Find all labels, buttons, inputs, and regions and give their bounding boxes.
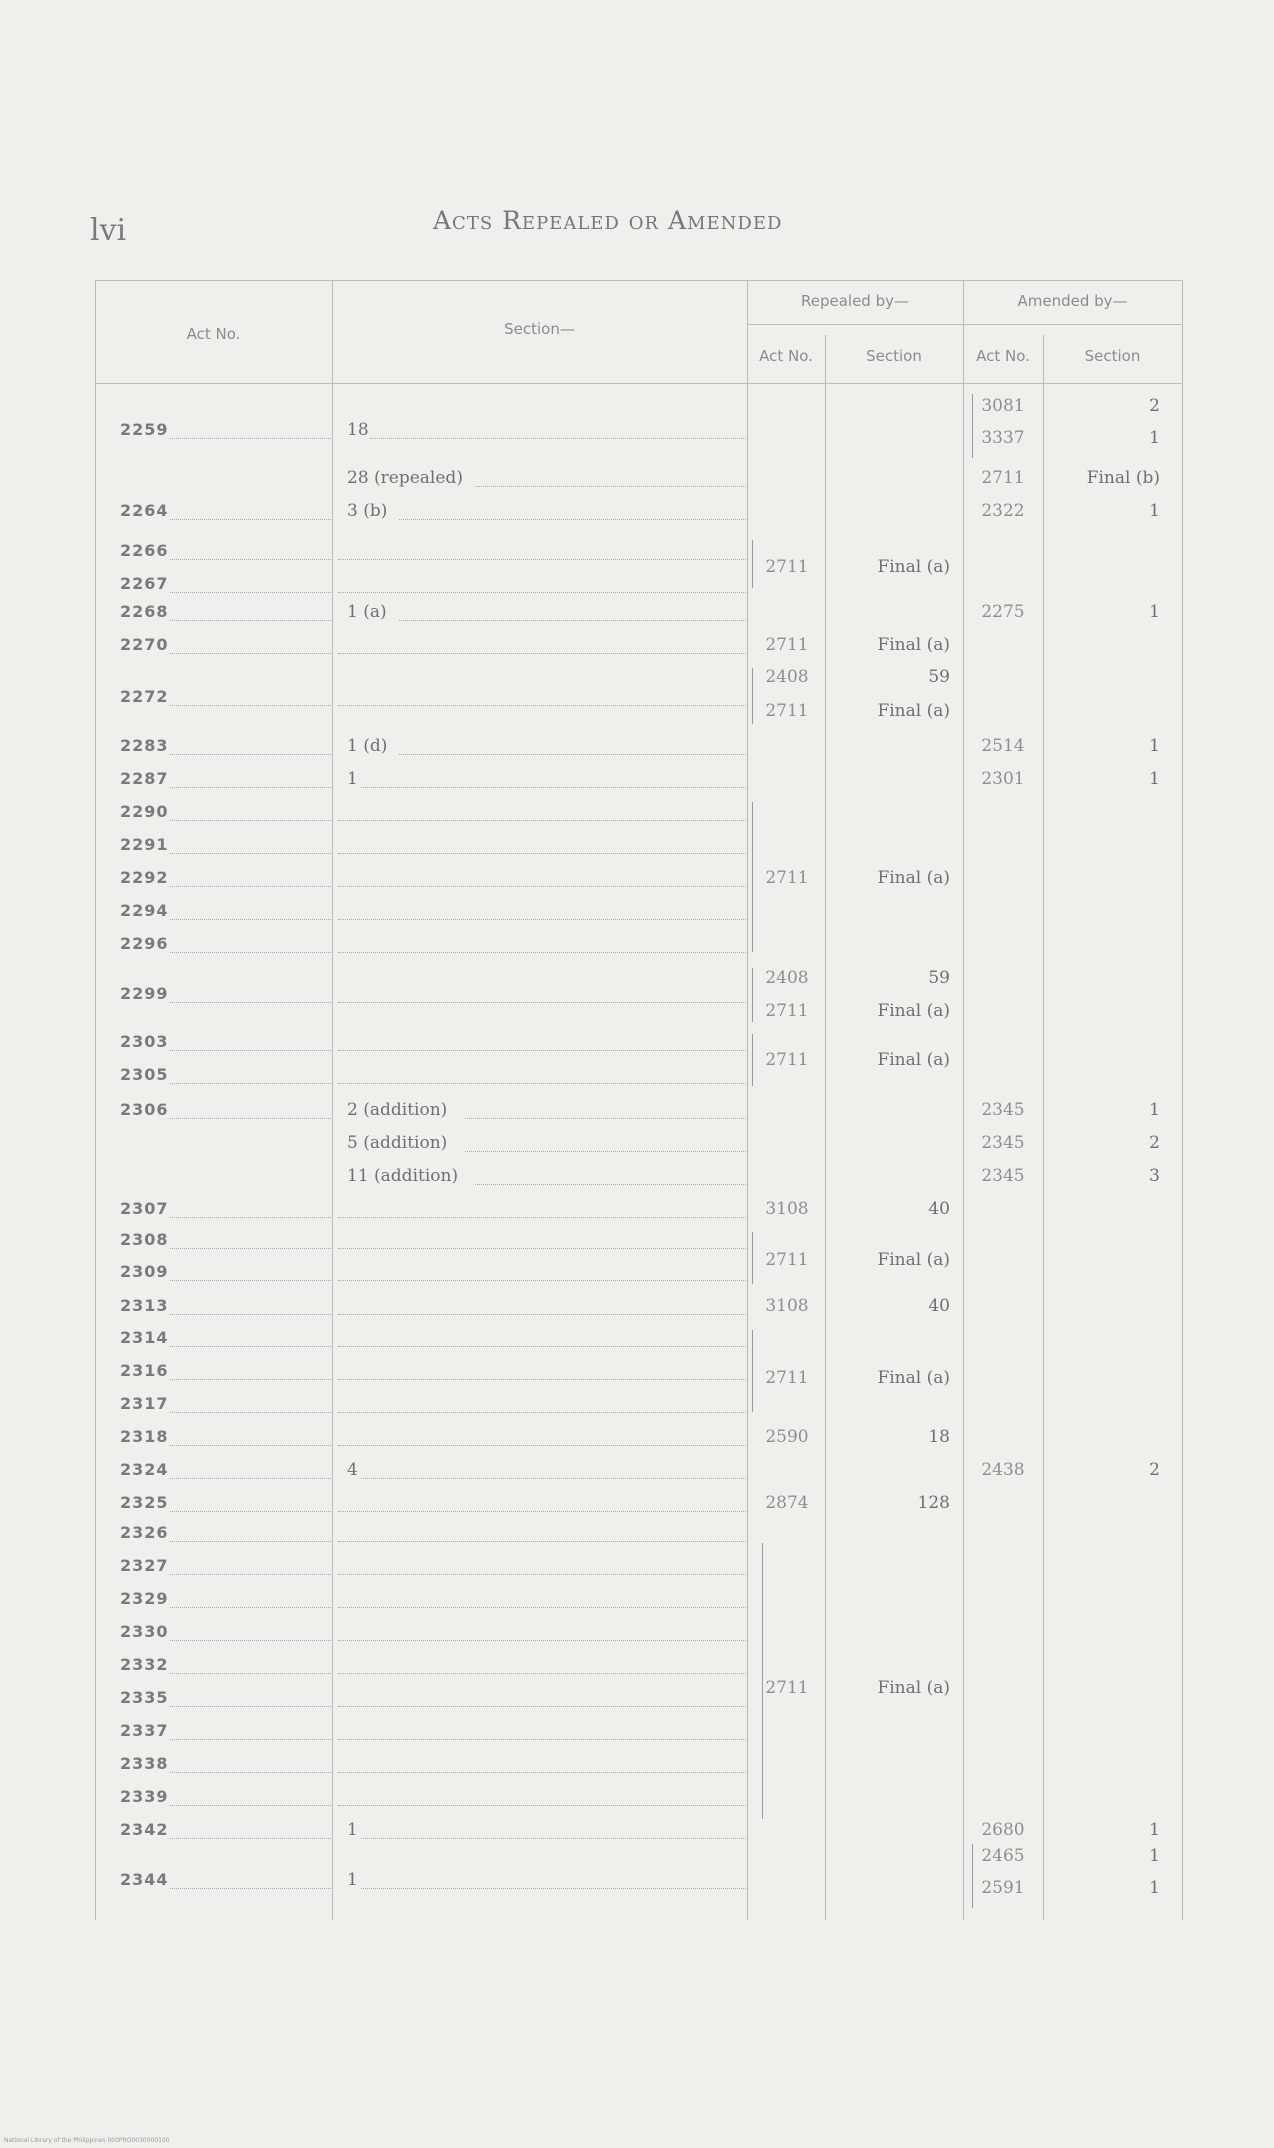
brace-mark [752,668,753,724]
header-repealed-by: Repealed by— [800,292,909,310]
dot-leader [370,438,746,439]
act-number: 2313 [120,1296,169,1315]
dot-leader [338,886,746,887]
act-number: 2287 [120,769,169,788]
section-value: 1 (a) [347,602,387,622]
act-number: 2264 [120,501,169,520]
repealed-section: 40 [928,1296,950,1316]
act-number: 2299 [120,984,169,1003]
section-value: 3 (b) [347,501,388,521]
repealed-section: Final (a) [877,701,950,721]
dot-leader [170,1412,331,1413]
amended-act: 2275 [981,602,1025,622]
dot-leader [170,919,331,920]
dot-leader [170,1478,331,1479]
dot-leader [170,1838,331,1839]
dot-leader [170,1706,331,1707]
act-number: 2342 [120,1820,169,1839]
act-number: 2317 [120,1394,169,1413]
dot-leader [338,1280,746,1281]
section-value: 1 (d) [347,736,388,756]
act-number: 2272 [120,687,169,706]
act-number: 2308 [120,1230,169,1249]
repealed-section: Final (a) [877,557,950,577]
amended-section: 2 [1149,396,1160,416]
act-number: 2327 [120,1556,169,1575]
act-number: 2290 [120,802,169,821]
act-number: 2296 [120,934,169,953]
act-number: 2267 [120,574,169,593]
repealed-act: 2590 [765,1427,809,1447]
dot-leader [170,1083,331,1084]
dot-leader [170,853,331,854]
dot-leader [338,1805,746,1806]
brace-mark [752,802,753,952]
dot-leader [338,1346,746,1347]
dot-leader [338,1541,746,1542]
act-number: 2292 [120,868,169,887]
dot-leader [170,1314,331,1315]
dot-leader [465,1118,746,1119]
repealed-act: 2711 [765,1001,809,1021]
act-number: 2268 [120,602,169,621]
dot-leader [170,1445,331,1446]
header-rep-act-no: Act No. [759,347,813,365]
dot-leader [170,1118,331,1119]
dot-leader [170,1379,331,1380]
amended-act: 2301 [981,769,1025,789]
dot-leader [338,1706,746,1707]
dot-leader [170,1248,331,1249]
act-number: 2309 [120,1262,169,1281]
dot-leader [170,620,331,621]
dot-leader [170,559,331,560]
dot-leader [170,1050,331,1051]
dot-leader [465,1151,746,1152]
act-number: 2324 [120,1460,169,1479]
repealed-section: 59 [928,968,950,988]
amended-act: 2514 [981,736,1025,756]
header-section: Section— [504,320,575,338]
dot-leader [338,1314,746,1315]
amended-section: 1 [1149,501,1160,521]
dot-leader [170,952,331,953]
act-number: 2303 [120,1032,169,1051]
act-number: 2338 [120,1754,169,1773]
dot-leader [338,653,746,654]
repealed-section: Final (a) [877,635,950,655]
repealed-section: Final (a) [877,1250,950,1270]
act-number: 2306 [120,1100,169,1119]
amended-section: 1 [1149,1820,1160,1840]
dot-leader [338,1217,746,1218]
section-value: 4 [347,1460,358,1480]
act-number: 2259 [120,420,169,439]
section-value: 1 [347,1820,358,1840]
section-value: 5 (addition) [347,1133,448,1153]
dot-leader [361,787,747,788]
amended-act: 2711 [981,468,1025,488]
footer-credit: National Library of the Philippines 000PRO0030000100 [4,2137,170,2144]
dot-leader [338,1640,746,1641]
dot-leader [361,1838,747,1839]
act-number: 2305 [120,1065,169,1084]
act-number: 2283 [120,736,169,755]
brace-mark [752,1232,753,1284]
header-am-section: Section [1084,347,1141,365]
dot-leader [399,754,747,755]
repealed-act: 3108 [765,1296,809,1316]
repealed-section: Final (a) [877,1001,950,1021]
amended-section: 2 [1149,1460,1160,1480]
section-value: 1 [347,1870,358,1890]
dot-leader [170,1640,331,1641]
amended-section: Final (b) [1086,468,1160,488]
repealed-act: 2711 [765,557,809,577]
dot-leader [170,1888,331,1889]
brace-mark [752,968,753,1022]
brace-mark [762,1543,763,1819]
repealed-act: 2711 [765,868,809,888]
amended-act: 2322 [981,501,1025,521]
brace-mark [972,1844,973,1908]
amended-section: 1 [1149,1846,1160,1866]
dot-leader [338,1772,746,1773]
repealed-section: 59 [928,667,950,687]
section-value: 1 [347,769,358,789]
dot-leader [338,1445,746,1446]
dot-leader [170,1772,331,1773]
dot-leader [338,1002,746,1003]
act-number: 2335 [120,1688,169,1707]
dot-leader [338,1083,746,1084]
act-number: 2270 [120,635,169,654]
amended-act: 2345 [981,1133,1025,1153]
amended-section: 1 [1149,769,1160,789]
dot-leader [361,1888,747,1889]
dot-leader [170,1607,331,1608]
repealed-act: 2711 [765,1368,809,1388]
dot-leader [170,1002,331,1003]
section-value: 2 (addition) [347,1100,448,1120]
dot-leader [170,1541,331,1542]
dot-leader [338,1379,746,1380]
dot-leader [338,820,746,821]
dot-leader [338,1248,746,1249]
brace-mark [752,1034,753,1086]
repealed-act: 2874 [765,1493,809,1513]
act-number: 2316 [120,1361,169,1380]
brace-mark [752,540,753,588]
amended-section: 1 [1149,428,1160,448]
dot-leader [170,705,331,706]
repealed-act: 2408 [765,667,809,687]
repealed-act: 2711 [765,1050,809,1070]
repealed-section: Final (a) [877,868,950,888]
repealed-section: Final (a) [877,1050,950,1070]
dot-leader [338,1050,746,1051]
repealed-act: 2711 [765,635,809,655]
dot-leader [338,1607,746,1608]
repealed-section: Final (a) [877,1368,950,1388]
dot-leader [475,1184,747,1185]
repealed-act: 2711 [765,1250,809,1270]
act-number: 2337 [120,1721,169,1740]
brace-mark [972,394,973,458]
amended-act: 2438 [981,1460,1025,1480]
dot-leader [338,559,746,560]
dot-leader [338,705,746,706]
amended-act: 2345 [981,1100,1025,1120]
dot-leader [338,1739,746,1740]
act-number: 2339 [120,1787,169,1806]
amended-act: 2591 [981,1878,1025,1898]
header-rep-section: Section [866,347,922,365]
brace-mark [752,1330,753,1412]
dot-leader [170,438,331,439]
dot-leader [170,519,331,520]
section-value: 28 (repealed) [347,468,463,488]
dot-leader [338,1412,746,1413]
act-number: 2318 [120,1427,169,1446]
dot-leader [338,853,746,854]
repealed-section: 40 [928,1199,950,1219]
act-number: 2326 [120,1523,169,1542]
amended-section: 2 [1149,1133,1160,1153]
page-number: lvi [90,213,127,248]
dot-leader [170,754,331,755]
dot-leader [170,787,331,788]
dot-leader [170,1574,331,1575]
header-am-act-no: Act No. [976,347,1030,365]
dot-leader [338,952,746,953]
act-number: 2344 [120,1870,169,1889]
amended-act: 3081 [981,396,1025,416]
dot-leader [170,1805,331,1806]
dot-leader [361,1478,747,1479]
dot-leader [338,1511,746,1512]
act-number: 2332 [120,1655,169,1674]
act-number: 2294 [120,901,169,920]
repealed-act: 2408 [765,968,809,988]
amended-section: 1 [1149,1878,1160,1898]
act-number: 2291 [120,835,169,854]
repealed-act: 2711 [765,701,809,721]
section-value: 18 [347,420,369,440]
amended-section: 1 [1149,1100,1160,1120]
repealed-act: 2711 [765,1678,809,1698]
repealed-section: 18 [928,1427,950,1447]
dot-leader [338,1574,746,1575]
act-number: 2314 [120,1328,169,1347]
section-value: 11 (addition) [347,1166,459,1186]
act-number: 2330 [120,1622,169,1641]
amended-section: 3 [1149,1166,1160,1186]
dot-leader [170,1280,331,1281]
dot-leader [170,1739,331,1740]
act-number: 2266 [120,541,169,560]
amended-section: 1 [1149,602,1160,622]
amended-section: 1 [1149,736,1160,756]
act-number: 2329 [120,1589,169,1608]
dot-leader [170,820,331,821]
header-amended-by: Amended by— [1017,292,1128,310]
dot-leader [170,1346,331,1347]
amended-act: 2345 [981,1166,1025,1186]
dot-leader [170,592,331,593]
dot-leader [170,886,331,887]
dot-leader [338,592,746,593]
act-number: 2325 [120,1493,169,1512]
dot-leader [170,1511,331,1512]
act-number: 2307 [120,1199,169,1218]
dot-leader [170,1217,331,1218]
repealed-section: 128 [917,1493,950,1513]
page-title: Acts Repealed or Amended [433,206,783,235]
dot-leader [338,1673,746,1674]
dot-leader [399,620,747,621]
amended-act: 2465 [981,1846,1025,1866]
header-act-no: Act No. [186,325,241,343]
amended-act: 2680 [981,1820,1025,1840]
repealed-section: Final (a) [877,1678,950,1698]
repealed-act: 3108 [765,1199,809,1219]
dot-leader [475,486,747,487]
dot-leader [338,919,746,920]
amended-act: 3337 [981,428,1025,448]
dot-leader [170,653,331,654]
dot-leader [399,519,747,520]
dot-leader [170,1673,331,1674]
